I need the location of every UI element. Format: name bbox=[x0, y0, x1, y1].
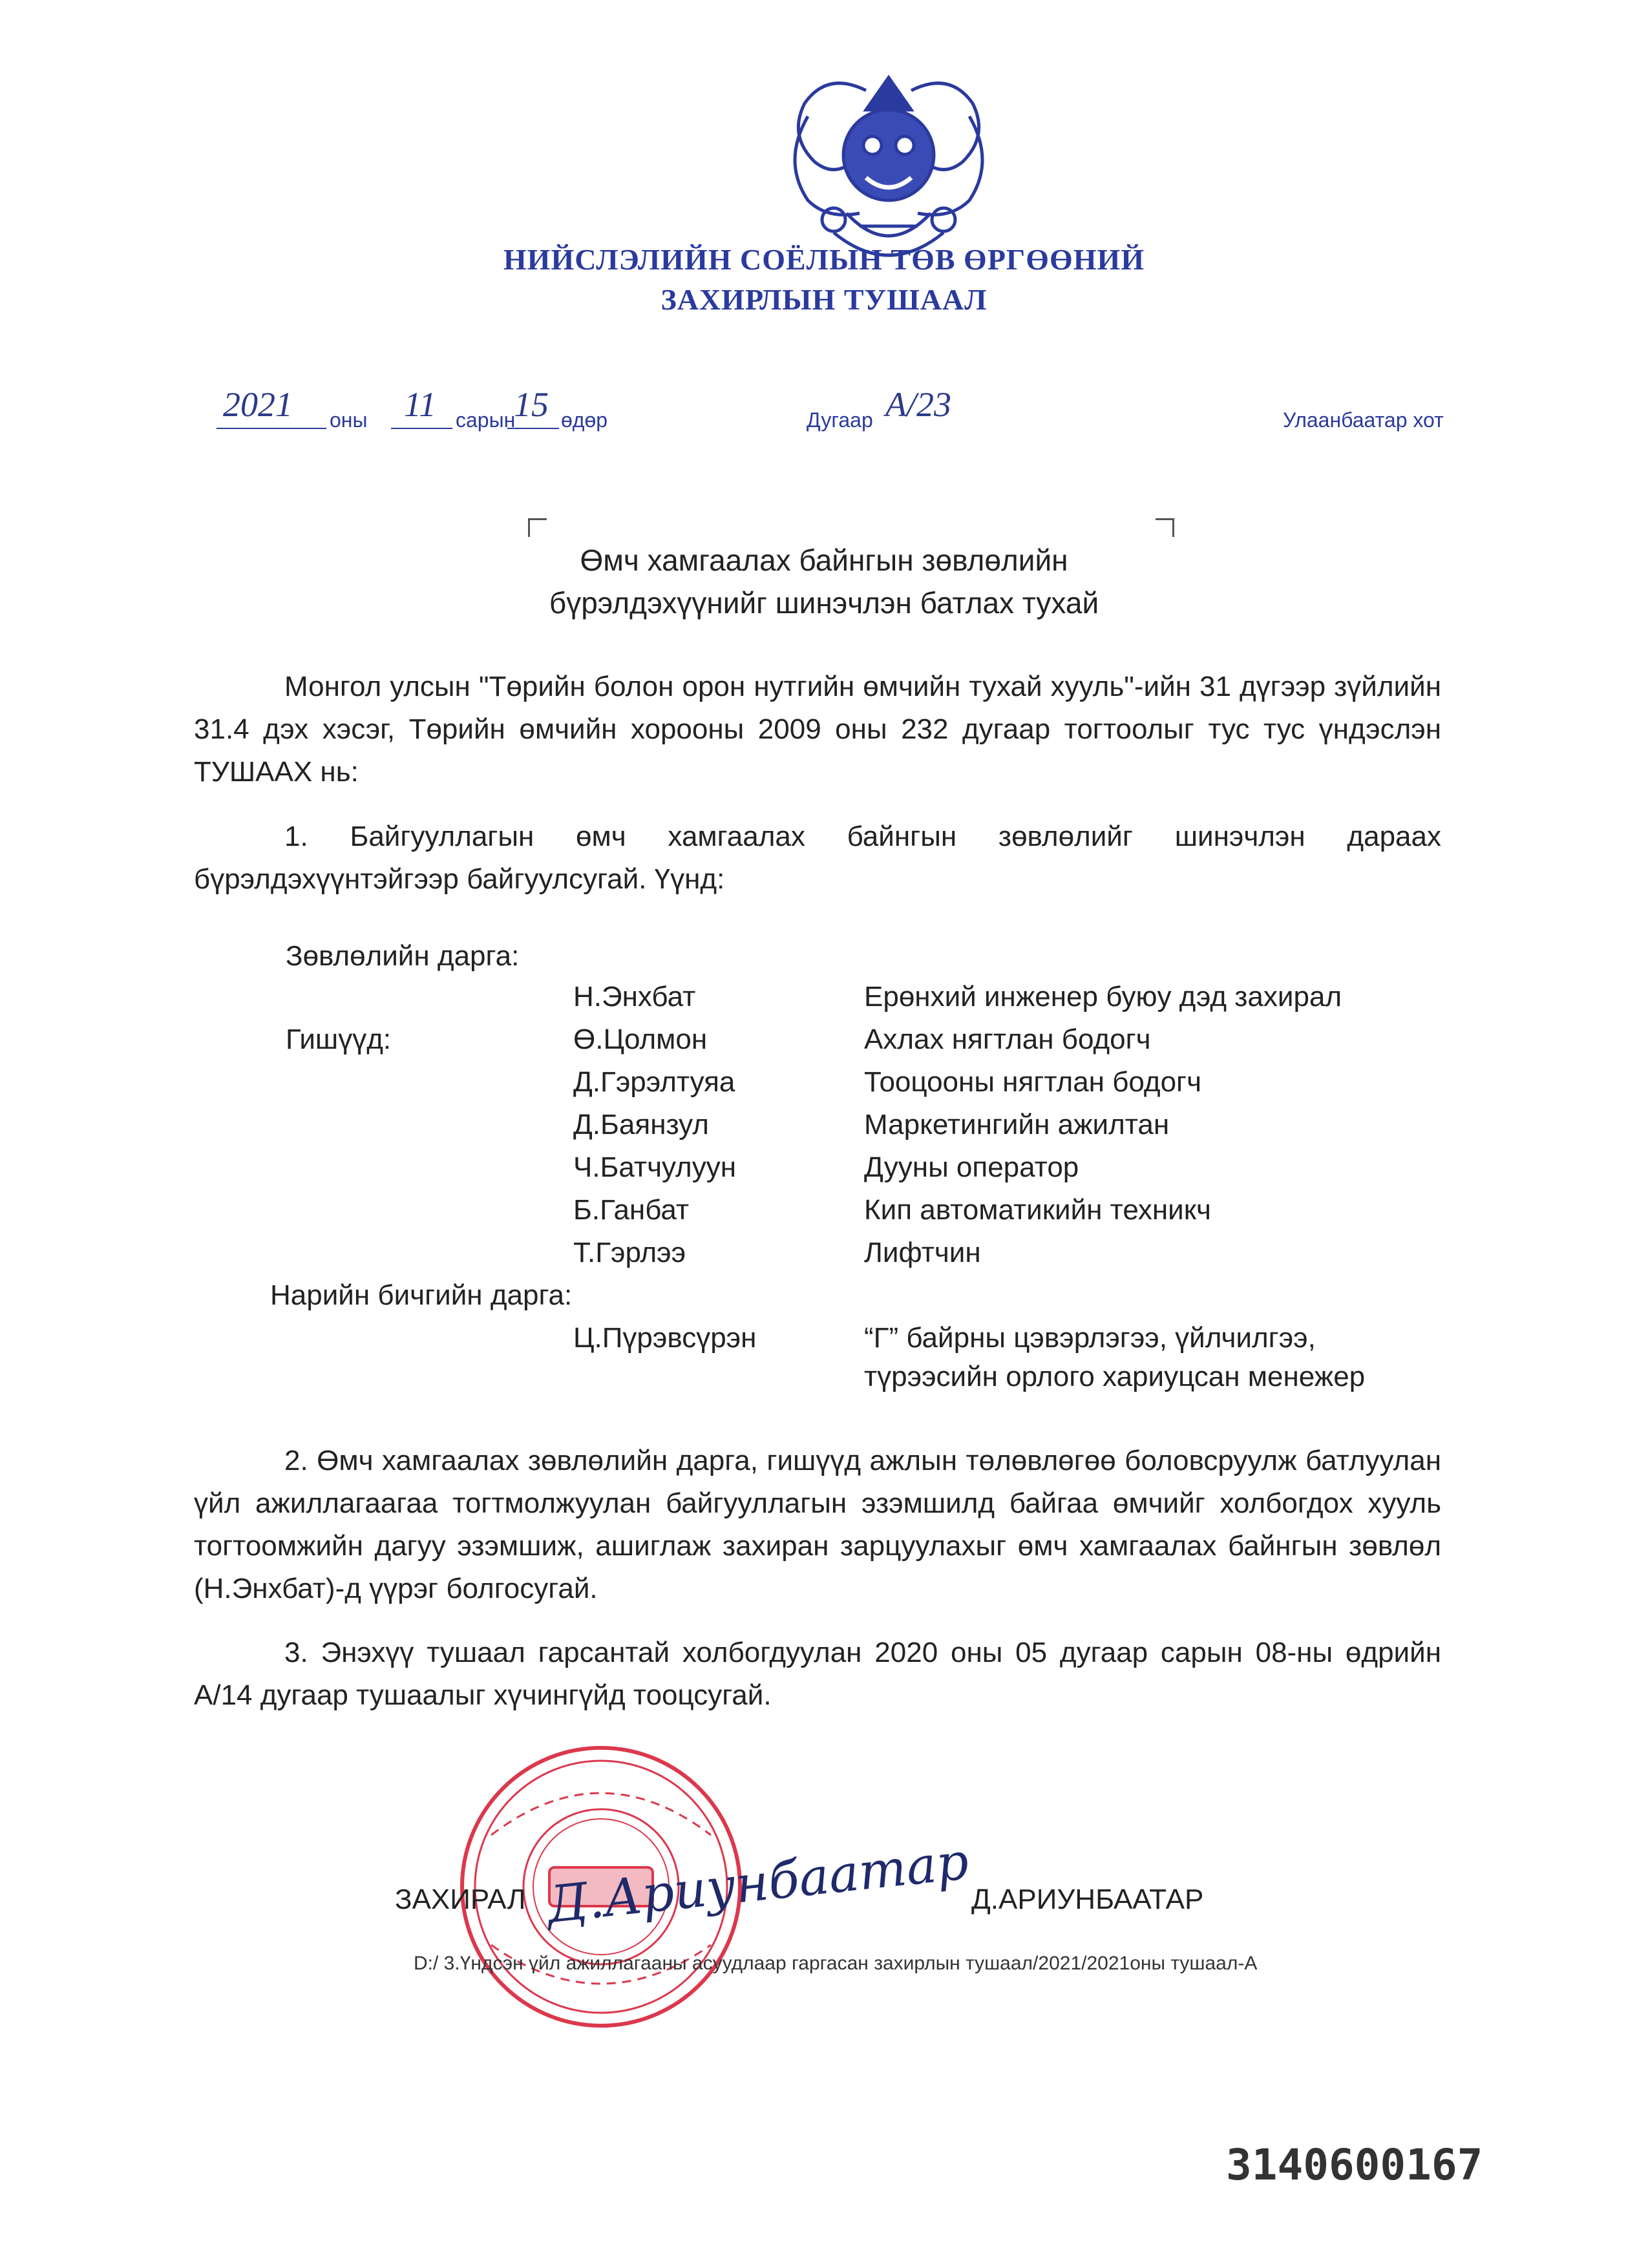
date-year: 2021 bbox=[223, 385, 293, 424]
member-position: Тооцооны нягтлан бодогч bbox=[864, 1066, 1202, 1098]
chair-name: Н.Энхбат bbox=[573, 981, 696, 1013]
chair-label: Зөвлөлийн дарга: bbox=[286, 940, 520, 972]
member-name: Ч.Батчулуун bbox=[573, 1151, 737, 1183]
item-1-paragraph: 1. Байгууллагын өмч хамгаалах байнгын зөвлөлийг шинэчлэн дараах бүрэлдэхүүнтэйгээр байгуулсугай. Үүнд: bbox=[194, 821, 1441, 895]
chair-position: Ерөнхий инженер буюу дэд захирал bbox=[864, 981, 1342, 1013]
member-name: Д.Баянзул bbox=[573, 1109, 709, 1140]
signatory-name: Д.АРИУНБААТАР bbox=[971, 1884, 1204, 1915]
secretary-position-2: түрээсийн орлого хариуцсан менежер bbox=[864, 1361, 1366, 1392]
member-position: Ахлах нягтлан бодогч bbox=[864, 1024, 1151, 1055]
order-number: А/23 bbox=[885, 385, 951, 424]
subject-corner-right bbox=[1156, 518, 1174, 537]
secretary-label: Нарийн бичгийн дарга: bbox=[270, 1279, 573, 1311]
member-position: Маркетингийн ажилтан bbox=[864, 1109, 1170, 1140]
secretary-position-1: “Г” байрны цэвэрлэгээ, үйлчилгээ, bbox=[864, 1322, 1316, 1354]
date-day: 15 bbox=[514, 385, 549, 424]
member-position: Дууны оператор bbox=[864, 1151, 1079, 1183]
handwritten-signature: Д.Ариунбаатар bbox=[544, 1832, 971, 1935]
member-name: Т.Гэрлээ bbox=[573, 1237, 686, 1268]
member-name: Б.Ганбат bbox=[573, 1194, 690, 1226]
subject-corner-left bbox=[528, 518, 547, 537]
date-month: 11 bbox=[404, 385, 436, 424]
member-name: Ө.Цолмон bbox=[573, 1024, 708, 1055]
org-name: НИЙСЛЭЛИЙН СОЁЛЫН ТӨВ ӨРГӨӨНИЙ bbox=[503, 243, 1145, 276]
item-2-paragraph: 2. Өмч хамгаалах зөвлөлийн дарга, гишүүд ажлын төлөвлөгөө боловсруулж батлуулан үйл ажиллагаагаа тогтмолжуулан байгууллагын эзэмшилд байгаа өмчийг холбогдох хууль тогтоомжийн дагуу эзэмшиж, ашиглаж захиран зарцуулахыг өмч хамгаалах байнгын зөвлөл (Н.Энхбат)-д үүрэг болгосугай. bbox=[194, 1445, 1441, 1604]
subject-line-2: бүрэлдэхүүнийг шинэчлэн батлах тухай bbox=[549, 586, 1099, 620]
city: Улаанбаатар хот bbox=[1283, 408, 1444, 432]
signature-title: ЗАХИРАЛ bbox=[395, 1884, 526, 1915]
file-path: D:/ 3.Үндсэн үйл ажиллагааны асуудлаар гаргасан захирлын тушаал/2021/2021оны тушаал-А bbox=[414, 1953, 1258, 1974]
intro-paragraph: Монгол улсын "Төрийн болон орон нутгийн өмчийн тухай хууль"-ийн 31 дүгээр зүйлийн 31.4 дэх хэсэг, Төрийн өмчийн хорооны 2009 оны 232 дугаар тогтоолыг тус тус үндэслэн ТУШААХ нь: bbox=[194, 671, 1441, 788]
item-3-paragraph: 3. Энэхүү тушаал гарсантай холбогдуулан 2020 оны 05 дугаар сарын 08-ны өдрийн А/14 дугаар тушаалыг хүчингүйд тооцсугай. bbox=[194, 1637, 1441, 1711]
subject-line-1: Өмч хамгаалах байнгын зөвлөлийн bbox=[580, 543, 1068, 577]
member-name: Д.Гэрэлтуяа bbox=[573, 1066, 735, 1098]
secretary-name: Ц.Пүрэвсүрэн bbox=[573, 1322, 757, 1354]
document-number: 3140600167 bbox=[1226, 2140, 1483, 2190]
member-position: Кип автоматикийн техникч bbox=[864, 1194, 1211, 1226]
member-position: Лифтчин bbox=[864, 1237, 981, 1268]
order-title: ЗАХИРЛЫН ТУШААЛ bbox=[660, 283, 988, 316]
members-label: Гишүүд: bbox=[286, 1024, 392, 1055]
